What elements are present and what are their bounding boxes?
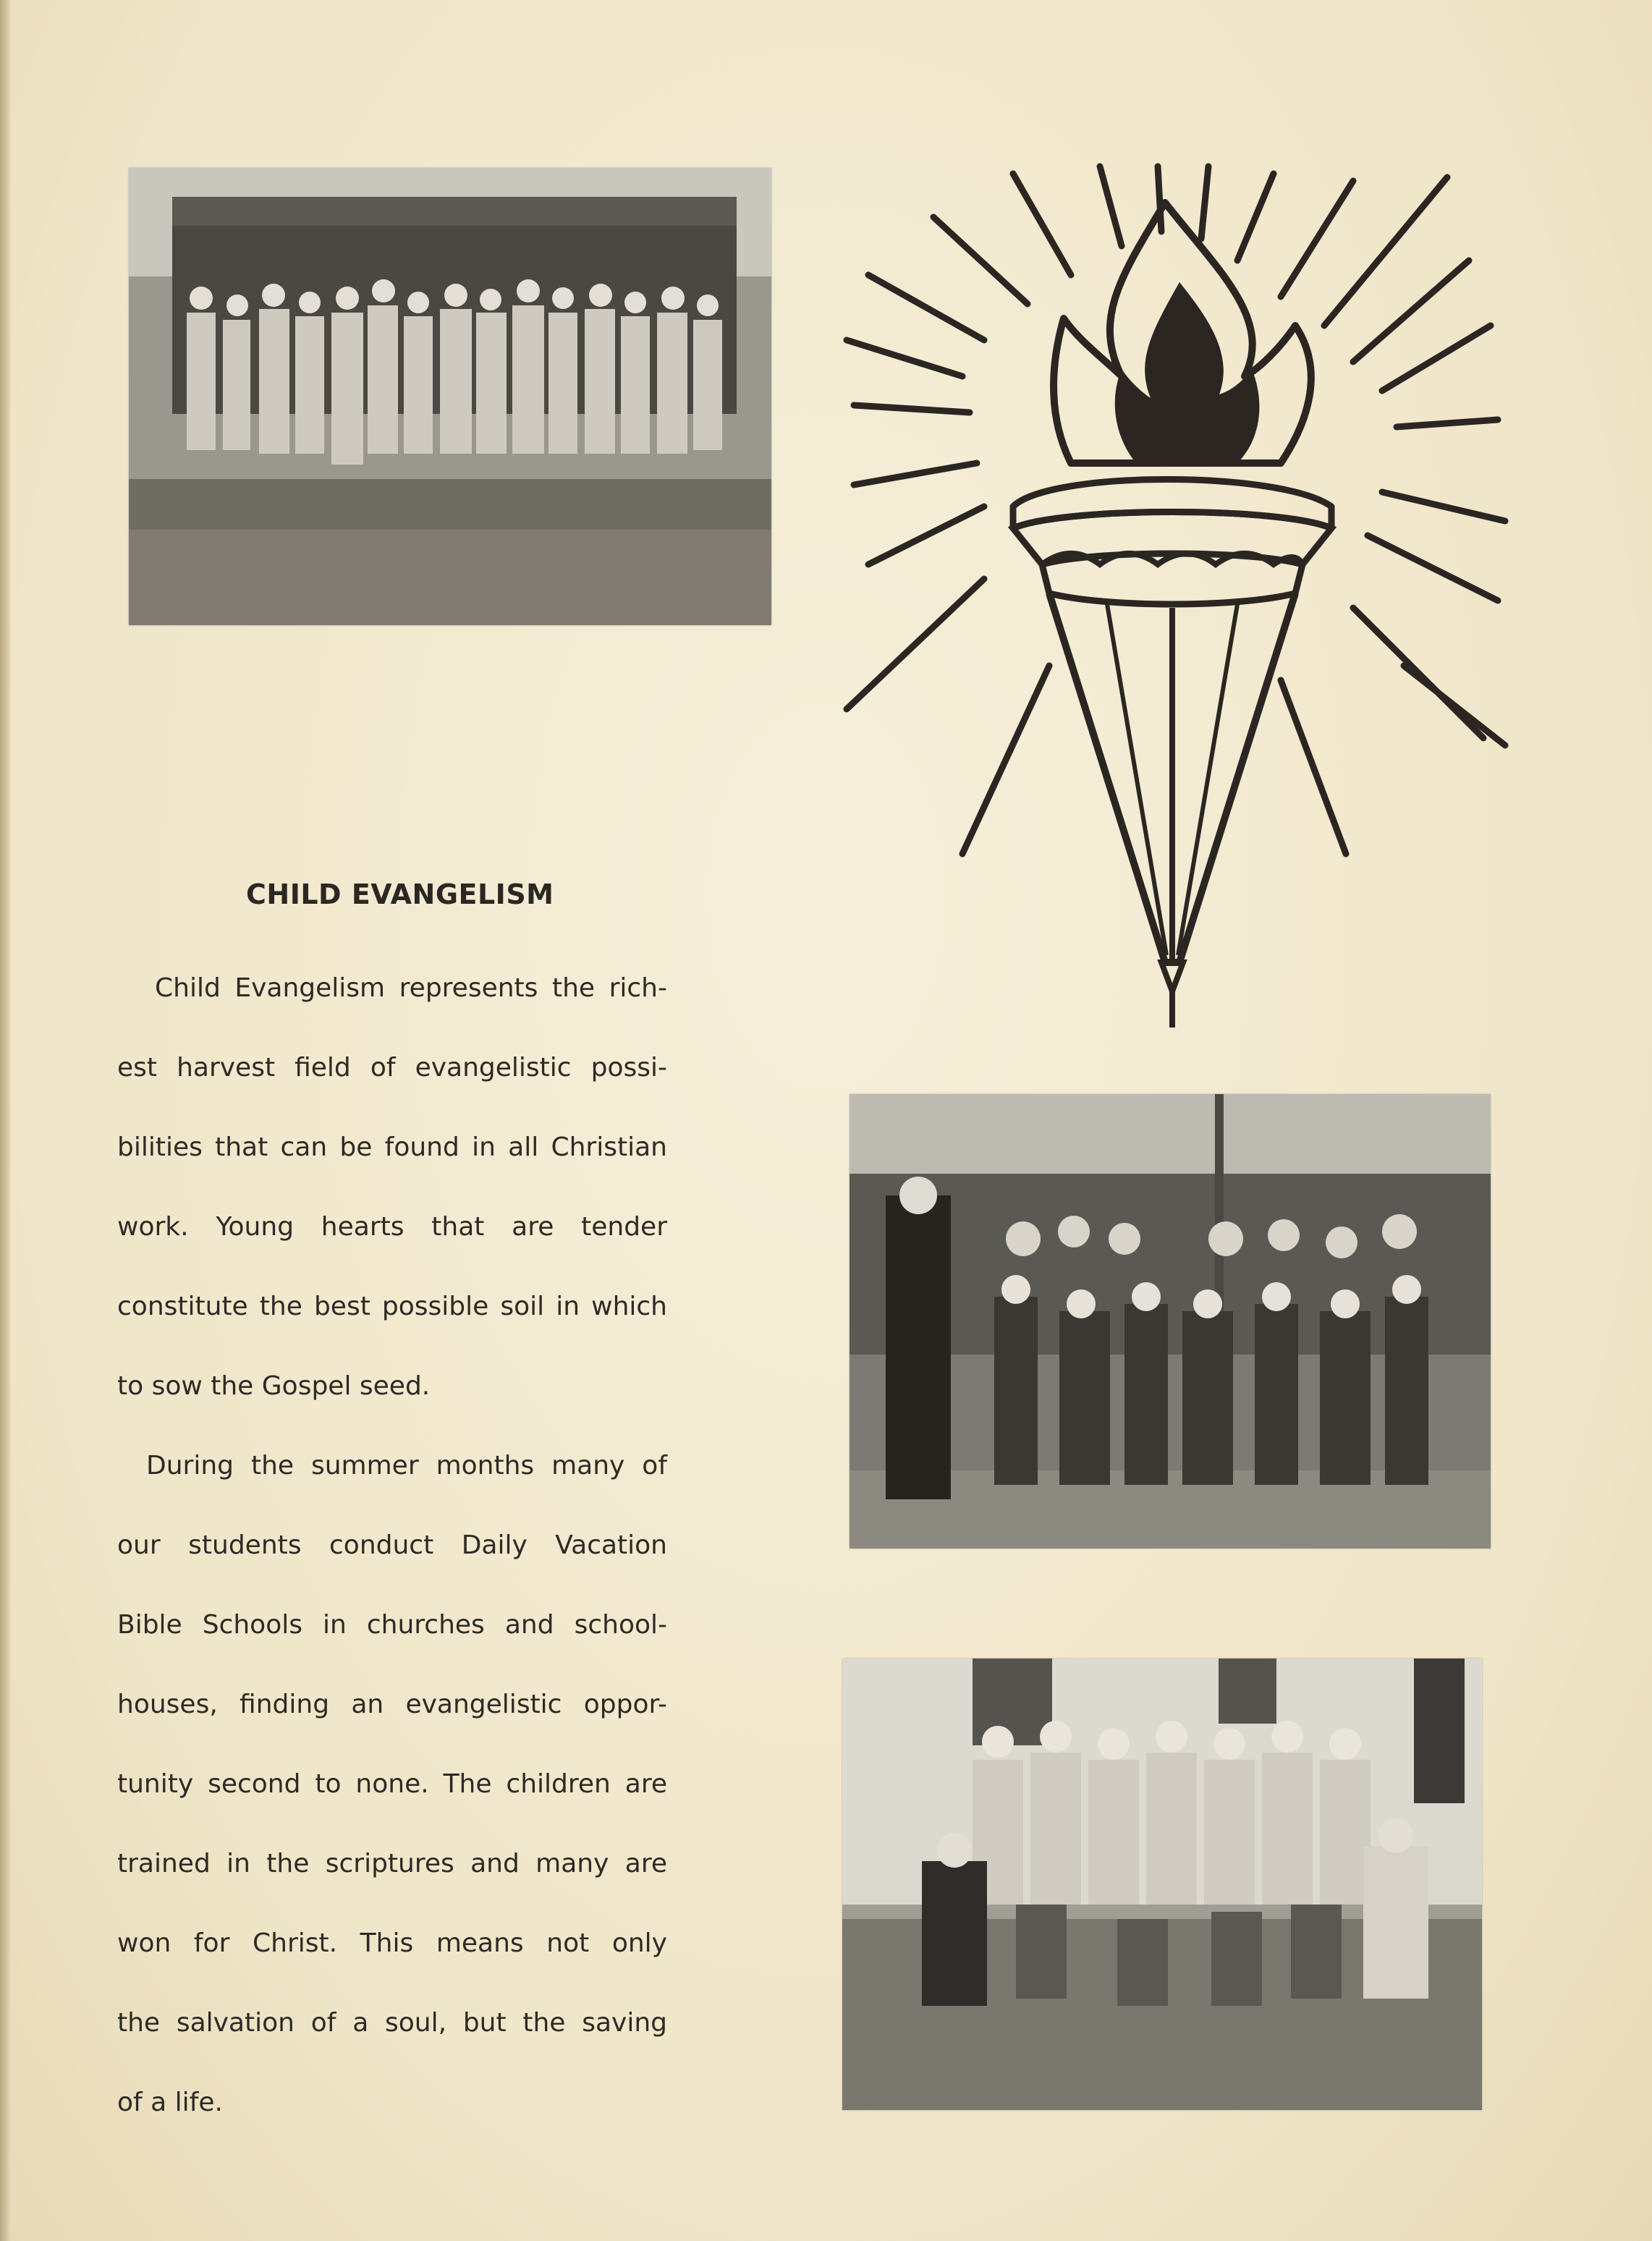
torch-icon xyxy=(832,159,1512,1042)
group-photo-children-lawn xyxy=(842,1658,1482,2110)
text-line: Child Evangelism represents the rich- xyxy=(155,973,667,1003)
group-photo-children-pastor xyxy=(850,1094,1491,1549)
book-spine-shadow xyxy=(0,0,10,2241)
text-line: Bible Schools in churches and school- xyxy=(117,1610,667,1640)
text-line: tunity second to none. The children are xyxy=(117,1769,667,1799)
text-line: constitute the best possible soil in which xyxy=(117,1292,667,1321)
text-line: During the summer months many of xyxy=(146,1451,667,1480)
text-line: houses, finding an evangelistic oppor- xyxy=(117,1690,667,1719)
group-photo-children-building xyxy=(129,168,771,625)
text-line: trained in the scriptures and many are xyxy=(117,1849,667,1878)
paragraph-1 xyxy=(117,962,667,1440)
article-heading: CHILD EVANGELISM xyxy=(246,878,554,910)
text-line: of a life. xyxy=(117,2088,223,2117)
text-line: bilities that can be found in all Christian xyxy=(117,1132,667,1162)
text-line: won for Christ. This means not only xyxy=(117,1928,667,1958)
text-line: to sow the Gospel seed. xyxy=(117,1371,431,1401)
text-line: our students conduct Daily Vacation xyxy=(117,1530,667,1560)
paragraph-2 xyxy=(117,1440,667,2156)
text-line: work. Young hearts that are tender xyxy=(117,1212,667,1242)
article-body xyxy=(117,962,667,2156)
text-line: est harvest field of evangelistic possi- xyxy=(117,1053,667,1083)
text-line: the salvation of a soul, but the saving xyxy=(117,2008,667,2038)
